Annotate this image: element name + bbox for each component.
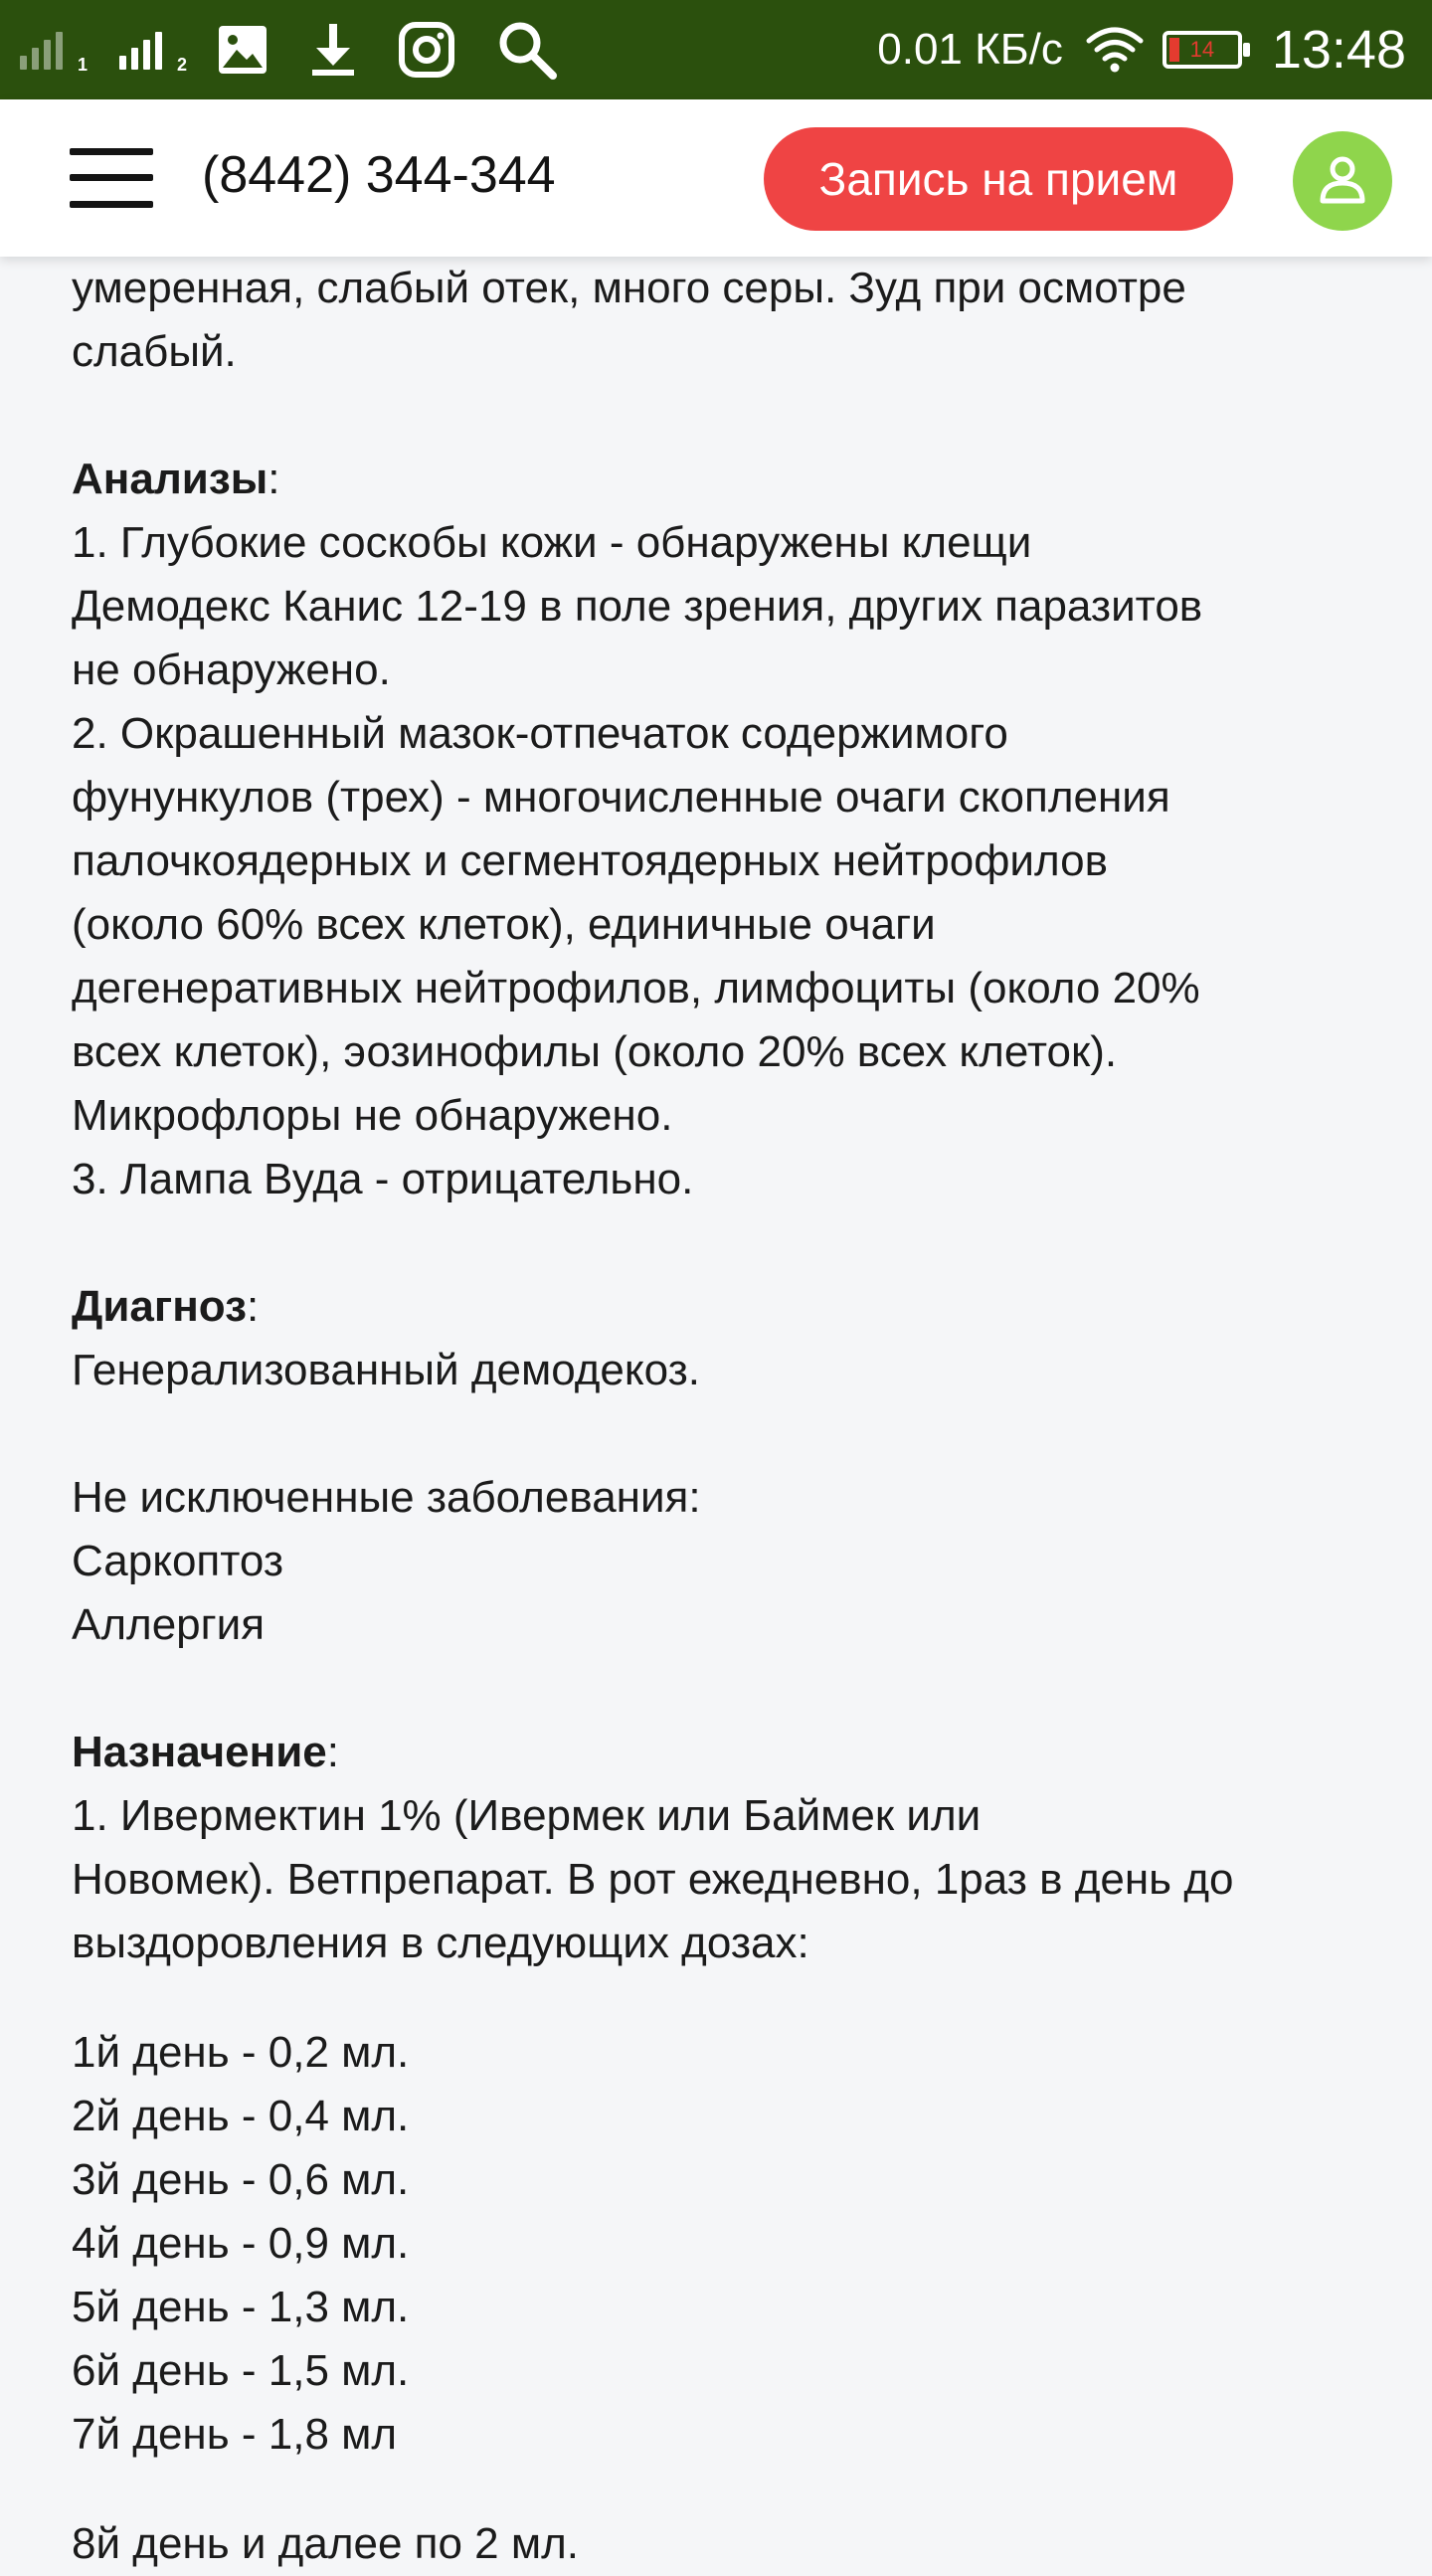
dose-line: 3й день - 0,6 мл. — [72, 2155, 410, 2204]
status-bar-right — [877, 19, 1406, 81]
analysis-line: Демодекс Канис 12-19 в поле зрения, других паразитов — [72, 582, 1203, 631]
prescription-heading: Назначение: — [72, 1728, 339, 1776]
excluded-heading: Не исключенные заболевания: — [72, 1473, 701, 1522]
analyses-heading-text: Анализы — [72, 455, 268, 503]
download-icon — [308, 22, 358, 78]
site-header — [0, 99, 1432, 257]
search-icon — [495, 18, 559, 82]
analysis-line: 1. Глубокие соскобы кожи - обнаружены клещи — [72, 518, 1032, 567]
network-speed: 0.01 КБ/с — [877, 25, 1063, 74]
analyses-heading: Анализы: — [72, 455, 280, 503]
instagram-icon — [398, 21, 455, 79]
article-content — [72, 257, 1384, 2576]
battery-level: 14 — [1189, 37, 1215, 62]
signal-sim1-icon — [18, 20, 88, 80]
prescription-line: Новомек). Ветпрепарат. В рот ежедневно, 1раз в день до — [72, 1855, 1234, 1904]
intro-line: умеренная, слабый отек, много серы. Зуд при осмотре — [72, 264, 1186, 312]
excluded-line: Саркоптоз — [72, 1537, 284, 1585]
signal-sim2-icon — [117, 20, 187, 80]
dose-line: 7й день - 1,8 мл — [72, 2410, 398, 2459]
status-bar-left — [18, 18, 559, 82]
intro-line: слабый. — [72, 327, 237, 376]
prescription-line: выздоровления в следующих дозах: — [72, 1919, 809, 1967]
menu-icon[interactable] — [70, 148, 153, 208]
user-account-button[interactable] — [1293, 131, 1392, 231]
analysis-line: дегенеративных нейтрофилов, лимфоциты (около 20% — [72, 964, 1200, 1012]
dose-line: 2й день - 0,4 мл. — [72, 2092, 410, 2140]
sim2-label: 2 — [176, 55, 187, 75]
prescription-line: 1. Ивермектин 1% (Ивермек или Баймек или — [72, 1791, 982, 1840]
dose-line: 5й день - 1,3 мл. — [72, 2283, 410, 2331]
gallery-icon — [217, 24, 268, 76]
analysis-line: не обнаружено. — [72, 645, 391, 694]
battery-icon — [1163, 31, 1242, 69]
clock: 13:48 — [1271, 20, 1406, 80]
diagnosis-heading: Диагноз: — [72, 1282, 260, 1331]
dose-line: 4й день - 0,9 мл. — [72, 2219, 410, 2268]
analysis-line: фунункулов (трех) - многочисленные очаги скопления — [72, 773, 1170, 822]
prescription-heading-text: Назначение — [72, 1728, 327, 1776]
book-appointment-button[interactable]: Запись на прием — [764, 127, 1233, 231]
analysis-line: всех клеток), эозинофилы (около 20% всех клеток). — [72, 1027, 1118, 1076]
dose-line: 1й день - 0,2 мл. — [72, 2028, 410, 2077]
analysis-line: (около 60% всех клеток), единичные очаги — [72, 900, 936, 949]
analysis-line: 3. Лампа Вуда - отрицательно. — [72, 1155, 694, 1203]
excluded-line: Аллергия — [72, 1600, 266, 1649]
analysis-line: палочкоядерных и сегментоядерных нейтрофилов — [72, 836, 1108, 885]
wifi-icon — [1085, 25, 1145, 75]
dose-line: 6й день - 1,5 мл. — [72, 2346, 410, 2395]
status-bar — [0, 0, 1432, 99]
diagnosis-heading-text: Диагноз — [72, 1282, 247, 1331]
analysis-line: 2. Окрашенный мазок-отпечаток содержимого — [72, 709, 1008, 758]
sim1-label: 1 — [77, 55, 88, 75]
phone-number[interactable]: (8442) 344-344 — [202, 146, 556, 204]
analysis-line: Микрофлоры не обнаружено. — [72, 1091, 673, 1140]
diagnosis-line: Генерализованный демодекоз. — [72, 1346, 701, 1394]
user-icon — [1315, 151, 1370, 212]
dose-line: 8й день и далее по 2 мл. — [72, 2519, 580, 2568]
